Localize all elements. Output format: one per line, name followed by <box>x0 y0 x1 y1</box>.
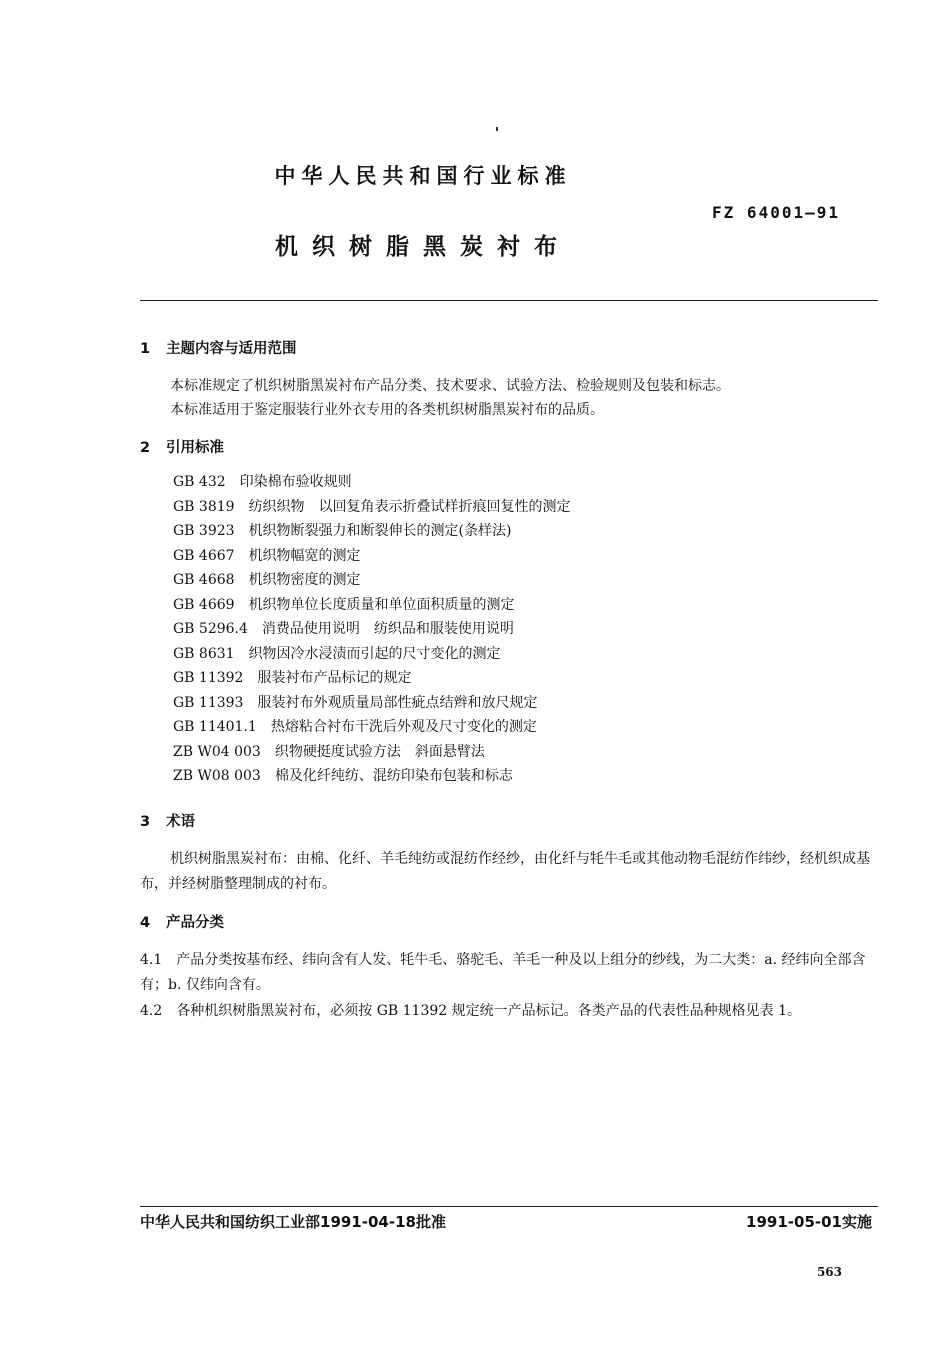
section-2-heading <box>140 436 224 457</box>
reference-item <box>173 593 571 618</box>
reference-code: ZB W04 003 <box>173 743 261 760</box>
reference-title: 热熔粘合衬布干洗后外观及尺寸变化的测定 <box>270 719 537 735</box>
reference-item <box>173 495 571 520</box>
section-4-heading <box>140 911 224 932</box>
section-number: 3 <box>140 814 151 830</box>
reference-item <box>173 666 571 691</box>
reference-title: 织物因冷水浸渍而引起的尺寸变化的测定 <box>248 645 501 662</box>
reference-code: GB 3923 <box>173 523 235 539</box>
reference-code: GB 11393 <box>173 694 244 711</box>
reference-title: 棉及化纤纯纺、混纺印染布包装和标志 <box>274 768 513 784</box>
section-4-1-para: 4.1 产品分类按基布经、纬向含有人发、牦牛毛、骆驼毛、羊毛一种及以上组分的纱线，为二大类：a. 经纬向全部含有；b. 仅纬向含有。 <box>140 952 866 993</box>
reference-title: 服装衬布产品标记的规定 <box>257 670 412 686</box>
reference-item <box>173 691 571 716</box>
scan-mark <box>496 127 498 131</box>
section-title: 主题内容与适用范围 <box>166 341 297 357</box>
reference-title: 纺织织物 以回复角表示折叠试样折痕回复性的测定 <box>248 498 571 515</box>
section-3-heading <box>140 810 195 831</box>
standard-code: FZ 64001—91 <box>712 203 840 222</box>
section-number: 1 <box>140 341 151 357</box>
reference-code: GB 4668 <box>173 572 235 588</box>
reference-title: 服装衬布外观质量局部性疵点结辫和放尺规定 <box>257 694 538 711</box>
reference-item <box>173 544 571 569</box>
reference-item <box>173 642 571 667</box>
reference-code: GB 432 <box>173 474 226 490</box>
reference-code: GB 5296.4 <box>173 621 248 637</box>
reference-item <box>173 740 571 765</box>
section-title: 术语 <box>166 814 195 830</box>
reference-title: 机织物密度的测定 <box>248 572 361 588</box>
section-1-para-2: 本标准适用于鉴定服装行业外衣专用的各类机织树脂黑炭衬布的品质。 <box>170 402 604 418</box>
section-1-para-1: 本标准规定了机织树脂黑炭衬布产品分类、技术要求、试验方法、检验规则及包装和标志。 <box>170 378 730 394</box>
reference-title: 消费品使用说明 纺织品和服装使用说明 <box>261 621 514 637</box>
section-4-2-para: 4.2 各种机织树脂黑炭衬布，必须按 GB 11392 规定统一产品标记。各类产品的代表性品种规格见表 1。 <box>140 1003 801 1019</box>
reference-title: 机织物单位长度质量和单位面积质量的测定 <box>248 596 515 613</box>
reference-list <box>173 470 571 789</box>
reference-item <box>173 764 571 789</box>
reference-title: 印染棉布验收规则 <box>239 474 352 490</box>
footer-rule <box>140 1206 878 1207</box>
reference-title: 织物硬挺度试验方法 斜面悬臂法 <box>274 743 485 760</box>
reference-title: 机织物幅宽的测定 <box>248 547 361 564</box>
reference-code: GB 11392 <box>173 670 244 686</box>
page-number: 563 <box>816 1265 842 1279</box>
document-title: 机织树脂黑炭衬布 <box>275 234 571 260</box>
reference-code: GB 4669 <box>173 596 235 613</box>
reference-item <box>173 617 571 642</box>
reference-item <box>173 519 571 544</box>
reference-item <box>173 715 571 740</box>
standard-category: 中华人民共和国行业标准 <box>274 164 572 188</box>
header-rule <box>140 300 878 301</box>
section-1-heading <box>140 337 297 358</box>
reference-title: 机织物断裂强力和断裂伸长的测定(条样法) <box>248 523 512 539</box>
section-title: 产品分类 <box>166 915 224 931</box>
reference-code: GB 4667 <box>173 547 235 564</box>
section-3-para: 机织树脂黑炭衬布：由棉、化纤、羊毛纯纺或混纺作经纱，由化纤与牦牛毛或其他动物毛混纺作纬纱，经机织成基布，并经树脂整理制成的衬布。 <box>140 851 870 892</box>
section-number: 4 <box>140 915 151 931</box>
reference-item <box>173 568 571 593</box>
reference-item <box>173 470 571 495</box>
reference-code: ZB W08 003 <box>173 768 261 784</box>
approval-line: 中华人民共和国纺织工业部1991-04-18批准 <box>140 1213 446 1231</box>
reference-code: GB 8631 <box>173 645 235 662</box>
reference-code: GB 11401.1 <box>173 719 257 735</box>
section-title: 引用标准 <box>166 440 224 456</box>
section-number: 2 <box>140 440 151 456</box>
implementation-date: 1991-05-01实施 <box>746 1213 872 1231</box>
reference-code: GB 3819 <box>173 498 235 515</box>
